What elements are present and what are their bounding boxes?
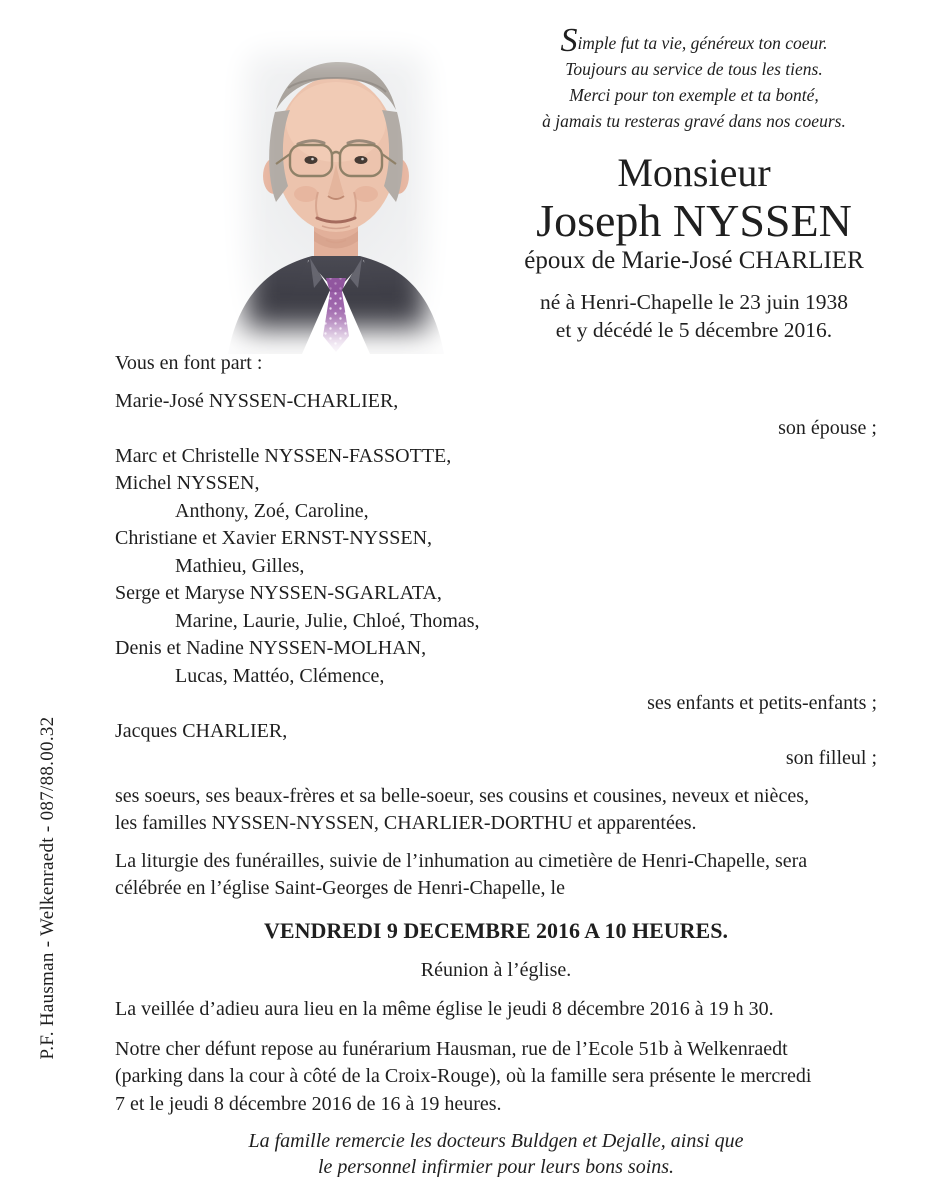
- life-dates: [498, 288, 890, 344]
- relation-label-wife: son épouse ;: [778, 417, 877, 439]
- family-member: Serge et Maryse NYSSEN-SGARLATA,: [115, 582, 442, 604]
- liturgy-paragraph: [115, 848, 877, 903]
- family-member: Denis et Nadine NYSSEN-MOLHAN,: [115, 637, 427, 659]
- funeral-home-credit: P.F. Hausman - Welkenraedt - 087/88.00.32: [37, 716, 58, 1060]
- epitaph-line: Merci pour ton exemple et ta bonté,: [569, 85, 819, 105]
- relatives-paragraph: [115, 783, 877, 838]
- deceased-name: Joseph NYSSEN: [536, 195, 852, 246]
- epitaph: [498, 22, 890, 134]
- epitaph-drop-cap: S: [560, 22, 578, 59]
- portrait-illustration: [218, 26, 454, 354]
- birth-line: né à Henri-Chapelle le 23 juin 1938: [539, 290, 849, 314]
- relatives-line: ses soeurs, ses beaux-frères et sa belle-soeur, ses cousins et cousines, neveux et nièces,: [115, 784, 809, 807]
- family-member-grandchildren: Mathieu, Gilles,: [175, 554, 305, 577]
- family-member-godson: Jacques CHARLIER,: [115, 719, 288, 742]
- family-member: Michel NYSSEN,: [115, 472, 260, 494]
- header-column: [498, 22, 890, 344]
- repose-paragraph: [115, 1036, 877, 1119]
- portrait-photo: [218, 26, 454, 354]
- family-member-grandchildren: Lucas, Mattéo, Clémence,: [175, 664, 385, 687]
- relation-label-children: ses enfants et petits-enfants ;: [647, 692, 877, 714]
- liturgy-line: La liturgie des funérailles, suivie de l’inhumation au cimetière de Henri-Chapelle, sera: [115, 849, 808, 872]
- repose-line: Notre cher défunt repose au funérarium Hausman, rue de l’Ecole 51b à Welkenraedt: [115, 1037, 788, 1060]
- announcement-intro: Vous en font part :: [115, 352, 263, 374]
- family-member-grandchildren: Marine, Laurie, Julie, Chloé, Thomas,: [175, 609, 480, 632]
- repose-line: (parking dans la cour à côté de la Croix-Rouge), où la famille sera présente le mercredi: [115, 1065, 812, 1087]
- funeral-date: VENDREDI 9 DECEMBRE 2016 A 10 HEURES.: [264, 917, 728, 943]
- family-member-grandchildren: Anthony, Zoé, Caroline,: [175, 499, 369, 522]
- thanks-paragraph: [115, 1128, 877, 1177]
- relation-label-godson: son filleul ;: [785, 747, 877, 769]
- deceased-title: Monsieur: [617, 150, 771, 195]
- repose-line: 7 et le jeudi 8 décembre 2016 de 16 à 19 heures.: [115, 1092, 502, 1115]
- death-line: et y décédé le 5 décembre 2016.: [555, 318, 833, 342]
- thanks-line: La famille remercie les docteurs Buldgen et Dejalle, ainsi que: [248, 1130, 744, 1152]
- family-member-wife: Marie-José NYSSEN-CHARLIER,: [115, 389, 399, 412]
- epitaph-line: à jamais tu resteras gravé dans nos coeurs.: [542, 111, 846, 131]
- family-member: Marc et Christelle NYSSEN-FASSOTTE,: [115, 444, 452, 467]
- spouse-line: époux de Marie-José CHARLIER: [524, 247, 864, 274]
- epitaph-line: Toujours au service de tous les tiens.: [565, 59, 823, 79]
- epitaph-line: [498, 22, 890, 59]
- thanks-line: le personnel infirmier pour leurs bons soins.: [317, 1156, 675, 1177]
- liturgy-line: célébrée en l’église Saint-Georges de Henri-Chapelle, le: [115, 877, 565, 899]
- meeting-line: Réunion à l’église.: [420, 958, 572, 981]
- vigil-line: La veillée d’adieu aura lieu en la même église le jeudi 8 décembre 2016 à 19 h 30.: [115, 998, 774, 1020]
- relatives-line: les familles NYSSEN-NYSSEN, CHARLIER-DORTHU et apparentées.: [115, 812, 697, 834]
- epitaph-line-text: imple fut ta vie, généreux ton coeur.: [577, 33, 828, 53]
- announcement-body: [115, 350, 877, 1177]
- family-member: Christiane et Xavier ERNST-NYSSEN,: [115, 527, 433, 549]
